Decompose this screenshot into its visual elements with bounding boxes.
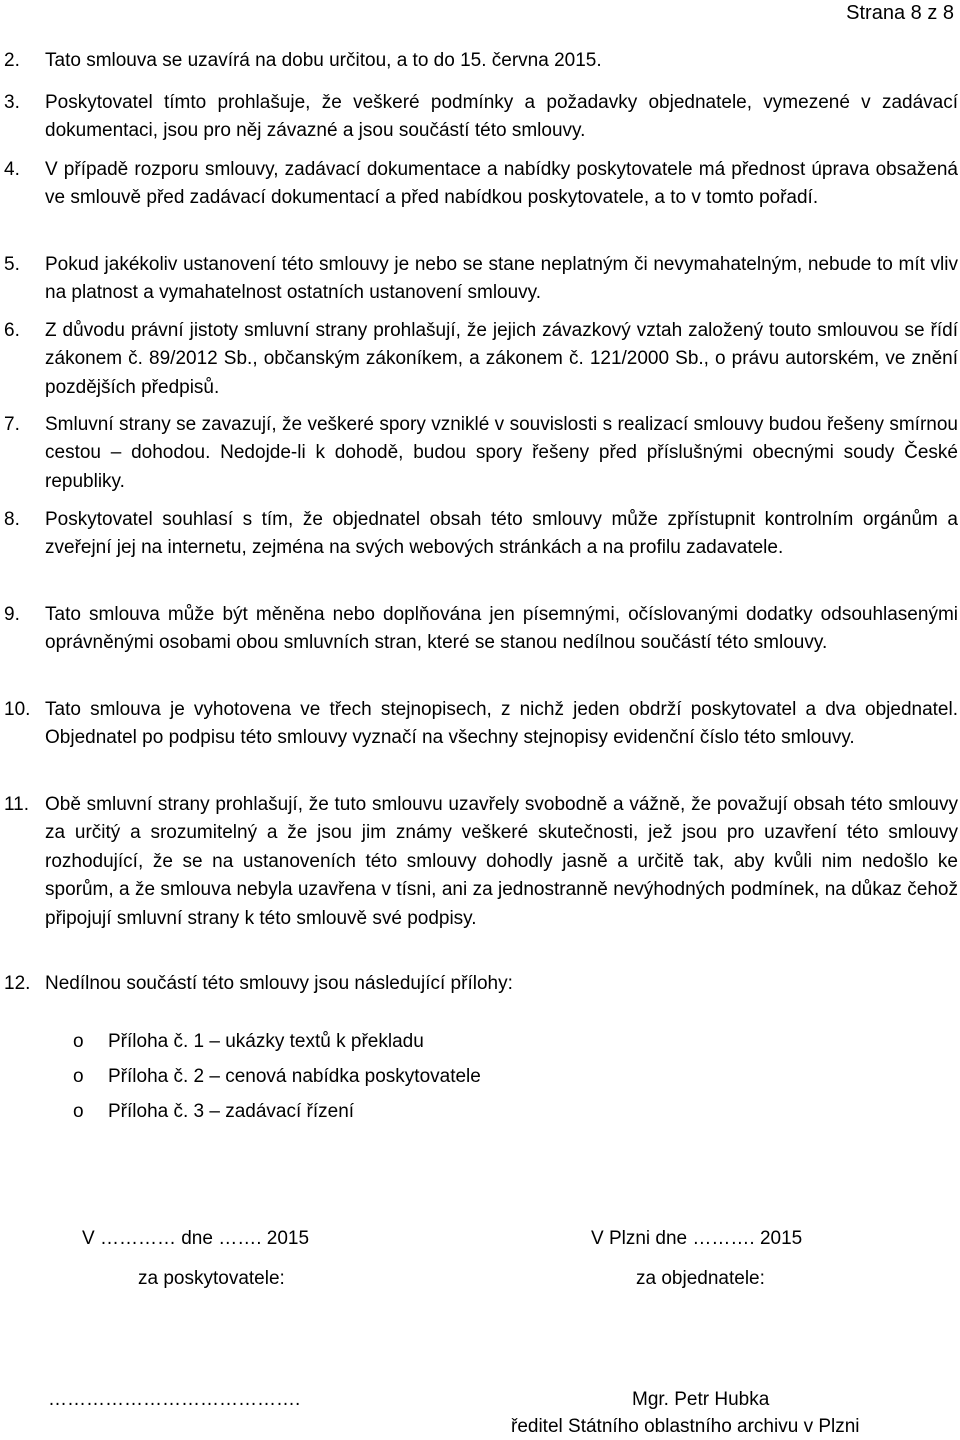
attachment-label: Příloha č. 2 – cenová nabídka poskytovatele <box>108 1066 481 1087</box>
clause-text: Tato smlouva se uzavírá na dobu určitou, a to do 15. června 2015. <box>45 50 602 71</box>
right-signer-title: ředitel Státního oblastního archivu v Plzni <box>511 1416 860 1437</box>
clause-5 <box>0 251 958 308</box>
right-place-date: V Plzni dne ………. 2015 <box>591 1228 803 1249</box>
left-place-date: V ………… dne ……. 2015 <box>82 1228 310 1249</box>
clause-number: 7. <box>4 414 20 435</box>
right-role: za objednatele: <box>636 1268 765 1289</box>
clause-text: Tato smlouva je vyhotovena ve třech stejnopisech, z nichž jeden obdrží poskytovatel a dva objednatel. Objednatel po podpisu této smlouvy vyznačí na všechny stejnopisy evidenční číslo této smlouvy. <box>45 699 958 749</box>
attachment-item <box>0 1028 700 1058</box>
clause-9 <box>0 601 958 658</box>
clause-number: 2. <box>4 50 20 71</box>
clause-8 <box>0 506 958 563</box>
clause-text: Z důvodu právní jistoty smluvní strany prohlašují, že jejich závazkový vztah založený touto smlouvou se řídí zákonem č. 89/2012 Sb., občanským zákoníkem, a zákonem č. 121/2000 Sb., o právu autorském, ve znění pozdějších předpisů. <box>45 320 958 398</box>
clause-2 <box>0 47 958 75</box>
clause-text: Pokud jakékoliv ustanovení této smlouvy je nebo se stane neplatným či nevymahatelným, nebude to mít vliv na platnost a vymahatelnost ostatních ustanovení smlouvy. <box>45 254 958 304</box>
clause-number: 12. <box>4 973 31 994</box>
clause-11 <box>0 791 958 933</box>
clause-12 <box>0 970 958 998</box>
left-signature-line: …………………………………. <box>48 1389 301 1410</box>
clause-text: Tato smlouva může být měněna nebo doplňována jen písemnými, očíslovanými dodatky odsouhlasenými oprávněnými osobami obou smluvních stran, které se stanou nedílnou součástí této smlouvy. <box>45 604 958 654</box>
page-number: Strana 8 z 8 <box>846 2 954 24</box>
clause-7 <box>0 411 958 496</box>
bullet-icon: o <box>73 1101 84 1122</box>
clause-text: Poskytovatel tímto prohlašuje, že veškeré podmínky a požadavky objednatele, vymezené v zadávací dokumentaci, jsou pro něj závazné a jsou součástí této smlouvy. <box>45 92 958 142</box>
clause-text: Smluvní strany se zavazují, že veškeré spory vzniklé v souvislosti s realizací smlouvy budou řešeny smírnou cestou – dohodou. Nedojde-li k dohodě, budou spory řešeny před příslušnými obecnými soudy České republiky. <box>45 414 958 492</box>
clause-number: 9. <box>4 604 20 625</box>
clause-6 <box>0 317 958 402</box>
clause-number: 5. <box>4 254 20 275</box>
clause-number: 6. <box>4 320 20 341</box>
clause-text: Nedílnou součástí této smlouvy jsou následující přílohy: <box>45 973 513 994</box>
clause-number: 10. <box>4 699 31 720</box>
clause-text: Poskytovatel souhlasí s tím, že objednatel obsah této smlouvy může zpřístupnit kontrolním orgánům a zveřejní jej na internetu, zejména na svých webových stránkách a na profilu zadavatele. <box>45 509 958 559</box>
clause-number: 4. <box>4 159 20 180</box>
attachment-item <box>0 1063 700 1093</box>
clause-3 <box>0 89 958 146</box>
left-role: za poskytovatele: <box>138 1268 285 1289</box>
clause-number: 11. <box>4 794 30 815</box>
bullet-icon: o <box>73 1031 84 1052</box>
attachment-item <box>0 1098 700 1128</box>
attachment-label: Příloha č. 1 – ukázky textů k překladu <box>108 1031 424 1052</box>
clause-4 <box>0 156 958 213</box>
clause-number: 8. <box>4 509 20 530</box>
right-signer-name: Mgr. Petr Hubka <box>632 1389 770 1410</box>
clause-text: Obě smluvní strany prohlašují, že tuto smlouvu uzavřely svobodně a vážně, že považují obsah této smlouvy za určitý a srozumitelný a že jsou jim známy veškeré skutečnosti, jež jsou pro uzavření této smlouvy rozhodující, že se na ustanoveních této smlouvy dohodly jasně a určitě tak, aby kvůli nim nedošlo ke sporům, a že smlouva nebyla uzavřena v tísni, ani za jednostranně nevýhodných podmínek, na důkaz čehož připojují smluvní strany k této smlouvě své podpisy. <box>45 794 958 929</box>
clause-10 <box>0 696 958 753</box>
bullet-icon: o <box>73 1066 84 1087</box>
clause-number: 3. <box>4 92 20 113</box>
clause-text: V případě rozporu smlouvy, zadávací dokumentace a nabídky poskytovatele má přednost úprava obsažená ve smlouvě před zadávací dokumentací a před nabídkou poskytovatele, a to v tomto pořadí. <box>45 159 958 209</box>
attachment-label: Příloha č. 3 – zadávací řízení <box>108 1101 355 1122</box>
